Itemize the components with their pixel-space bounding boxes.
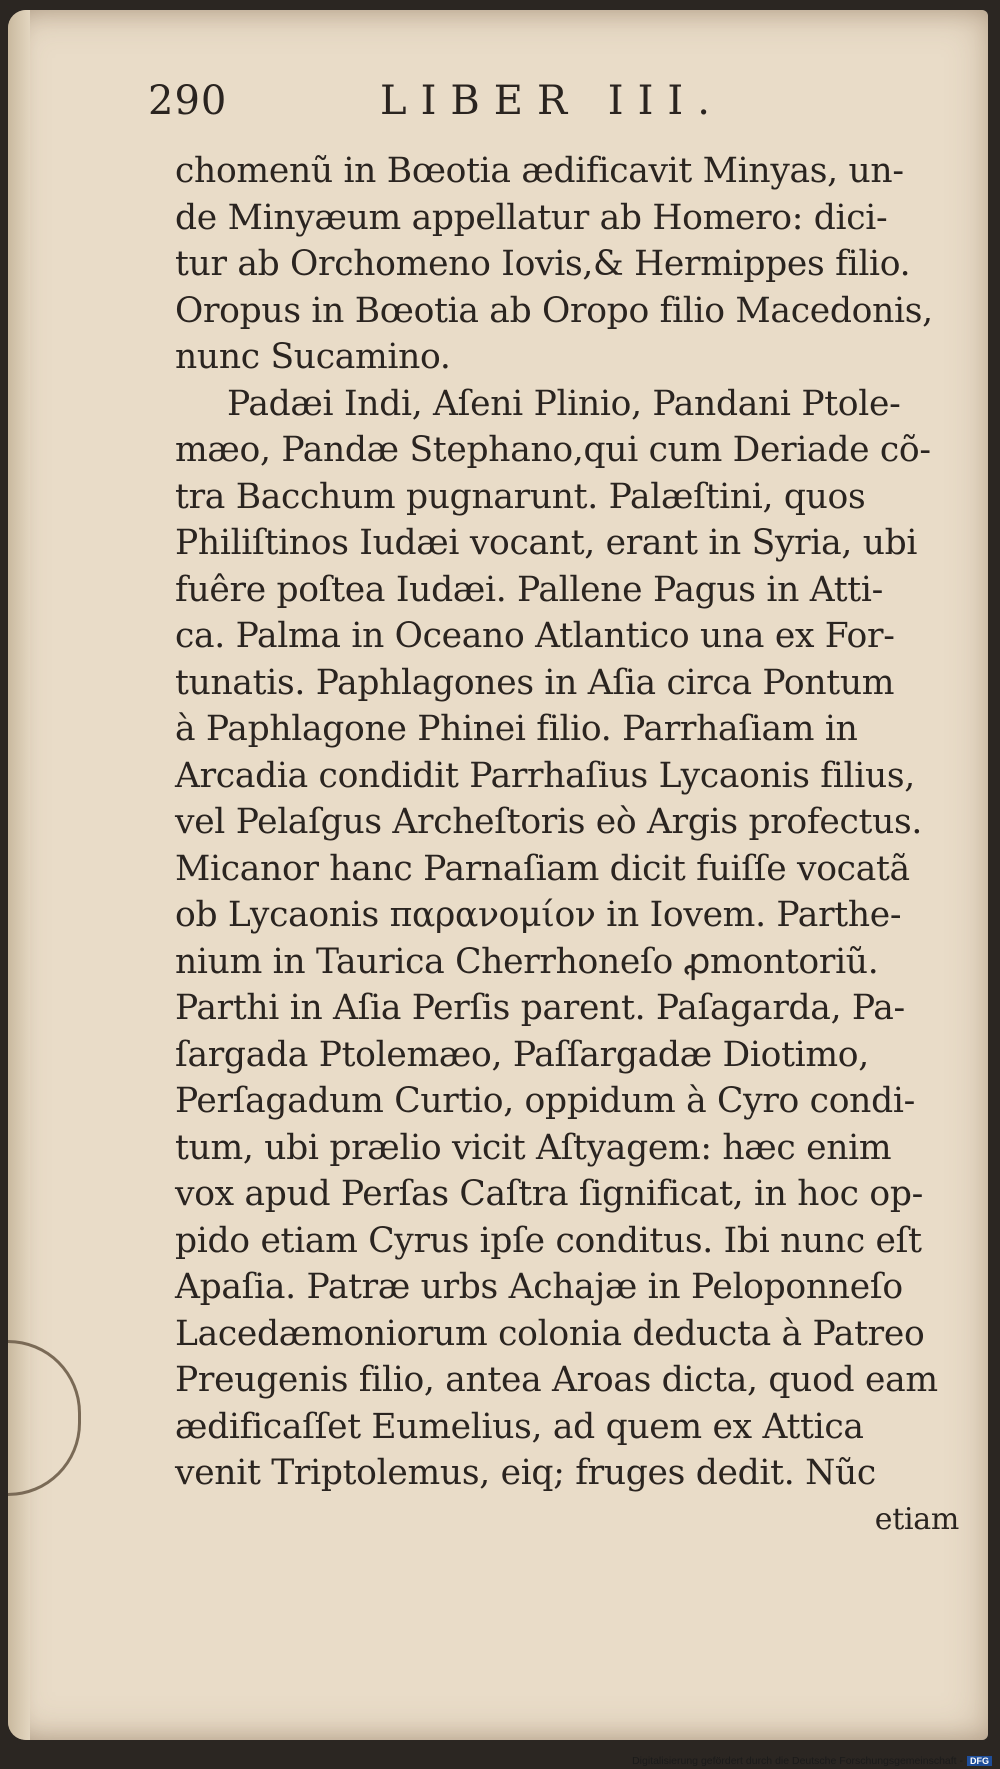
page-number: 290 — [148, 78, 228, 124]
text-line: fuêre poſtea Iudæi. Pallene Pagus in Atti- — [175, 569, 883, 610]
text-line: Micanor hanc Parnaſiam dicit fuiſſe vocatã — [175, 848, 910, 889]
text-line: venit Triptolemus, eiq; fruges dedit. Nũc — [175, 1453, 876, 1493]
running-head: LIBER III. — [380, 78, 724, 124]
text-line: tum, ubi prælio vicit Aſtyagem: hæc enim — [175, 1127, 892, 1168]
page-header — [148, 78, 768, 138]
text-line: tunatis. Paphlagones in Aſia circa Pontum — [175, 662, 895, 703]
text-line: ca. Palma in Oceano Atlantico una ex For- — [175, 616, 895, 656]
text-line: tra Bacchum pugnarunt. Palæſtini, quos — [175, 476, 866, 517]
text-line: de Minyæum appellatur ab Homero: dici- — [175, 197, 888, 238]
text-line: Arcadia condidit Parrhaſius Lycaonis filius, — [175, 755, 915, 796]
digitization-footer — [632, 1755, 992, 1767]
text-line: mæo, Pandæ Stephano,qui cum Deriade cõ- — [175, 430, 931, 470]
text-line: ſargada Ptolemæo, Paſſargadæ Diotimo, — [175, 1034, 869, 1075]
text-line: ædificaſſet Eumelius, ad quem ex Attica — [175, 1406, 864, 1447]
text-line: Apaſia. Patræ urbs Achajæ in Peloponneſo — [175, 1267, 903, 1307]
text-line: à Paphlagone Phinei filio. Parrhaſiam in — [175, 709, 858, 749]
dfg-logo: DFG — [967, 1756, 992, 1766]
footer-text: Digitalisierung gefördert durch die Deutsche Forschungsgemeinschaft - — [632, 1755, 963, 1767]
text-line: Lacedæmoniorum colonia deducta à Patreo — [175, 1313, 925, 1354]
text-line: pido etiam Cyrus ipſe conditus. Ibi nunc eſt — [175, 1220, 922, 1261]
text-line: Perſagadum Curtio, oppidum à Cyro condi- — [175, 1081, 915, 1121]
text-line: nium in Taurica Cherrhoneſo ꝓmontoriũ. — [175, 941, 879, 982]
catchword: etiam — [874, 1501, 959, 1537]
body-text — [175, 148, 965, 1543]
text-line: vox apud Perſas Caſtra ſignificat, in hoc op- — [175, 1174, 923, 1214]
text-line: vel Pelaſgus Archeſtoris eò Argis profectus. — [175, 802, 923, 842]
text-line: nunc Sucamino. — [175, 337, 451, 377]
text-line: chomenũ in Bœotia ædificavit Minyas, un- — [175, 151, 904, 191]
text-line: Preugenis filio, antea Aroas dicta, quod eam — [175, 1360, 938, 1400]
text-line: Padæi Indi, Aſeni Plinio, Pandani Ptole- — [227, 383, 901, 424]
text-line: Philiſtinos Iudæi vocant, erant in Syria, ubi — [175, 523, 918, 563]
text-line: ob Lycaonis παρανομίον in Iovem. Parthe- — [175, 895, 902, 935]
text-line: Parthi in Aſia Perſis parent. Paſagarda, Pa- — [175, 988, 905, 1028]
clasp-mark — [8, 1340, 81, 1496]
text-line: tur ab Orchomeno Iovis,& Hermippes filio. — [175, 244, 911, 284]
text-line: Oropus in Bœotia ab Oropo filio Macedonis, — [175, 290, 933, 331]
